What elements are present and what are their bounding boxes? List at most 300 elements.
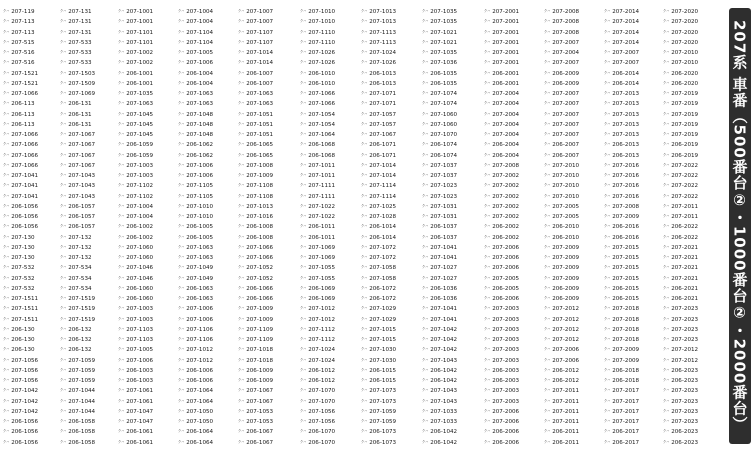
car-number-cell [663, 252, 698, 262]
car-type-prefix: クハ [663, 378, 670, 383]
car-number-cell [361, 160, 396, 170]
car-number: 207-2003 [492, 306, 520, 313]
car-number-cell [604, 37, 639, 47]
car-number: 207-2009 [552, 265, 580, 272]
car-number-cell [178, 273, 213, 283]
car-type-prefix: クハ [300, 91, 307, 96]
car-type-prefix: クハ [300, 285, 307, 290]
car-number-cell [361, 221, 396, 231]
car-type-prefix: クハ [60, 101, 67, 106]
car-type-prefix: クハ [544, 91, 551, 96]
car-number: 207-2017 [612, 388, 640, 395]
car-number-cell [60, 139, 95, 149]
car-number: 207-1042 [430, 326, 458, 333]
car-type-prefix: クハ [484, 203, 491, 208]
car-type-prefix: クハ [300, 162, 307, 167]
car-type-prefix: クハ [178, 265, 185, 270]
car-number-cell [300, 385, 335, 395]
car-number-cell [178, 344, 213, 354]
car-number: 207-113 [11, 19, 35, 26]
car-number-cell [178, 16, 213, 26]
car-type-prefix: クハ [118, 224, 125, 229]
car-type-prefix: クハ [604, 101, 611, 106]
car-number: 206-2023 [671, 367, 699, 374]
car-number: 206-1073 [369, 429, 397, 436]
car-number-cell [604, 242, 639, 252]
car-number: 207-2019 [671, 91, 699, 98]
car-type-prefix: クハ [178, 367, 185, 372]
car-type-prefix: クハ [60, 132, 67, 137]
car-type-prefix: クハ [300, 203, 307, 208]
car-type-prefix: クハ [3, 357, 10, 362]
car-number-cell [361, 109, 396, 119]
car-number: 206-1061 [126, 429, 154, 436]
car-number: 207-1014 [246, 60, 274, 67]
car-number: 207-1073 [369, 398, 397, 405]
car-type-prefix: クハ [60, 255, 67, 260]
car-number: 207-1027 [430, 265, 458, 272]
car-number: 206-1072 [369, 285, 397, 292]
car-number-cell [118, 160, 153, 170]
car-number-cell [118, 57, 153, 67]
car-number-cell [178, 303, 213, 313]
car-type-prefix: クハ [361, 378, 368, 383]
car-type-prefix: クハ [422, 378, 429, 383]
car-number: 207-1006 [186, 162, 214, 169]
car-type-prefix: クハ [663, 132, 670, 137]
car-number-cell [238, 211, 273, 221]
car-number: 207-2014 [612, 39, 640, 46]
car-type-prefix: クハ [663, 203, 670, 208]
car-type-prefix: クハ [118, 306, 125, 311]
car-number: 206-2001 [492, 80, 520, 87]
car-number-cell [238, 201, 273, 211]
car-number: 206-2013 [612, 152, 640, 159]
car-number: 207-1023 [430, 193, 458, 200]
car-type-prefix: クハ [544, 80, 551, 85]
car-number: 207-1106 [186, 337, 214, 344]
car-number-cell [118, 150, 153, 160]
car-type-prefix: クハ [178, 306, 185, 311]
car-number: 207-1041 [430, 244, 458, 251]
car-number: 206-1059 [126, 152, 154, 159]
car-number: 207-2023 [671, 326, 699, 333]
car-number-cell [178, 221, 213, 231]
car-type-prefix: クハ [544, 306, 551, 311]
car-number: 207-1067 [68, 162, 96, 169]
car-number-cell [663, 365, 698, 375]
car-number: 207-2002 [492, 214, 520, 221]
car-number: 207-1048 [186, 132, 214, 139]
car-number-cell [604, 109, 639, 119]
car-number-cell [3, 6, 35, 16]
car-number-cell [3, 16, 35, 26]
car-type-prefix: クハ [118, 357, 125, 362]
car-type-prefix: クハ [118, 244, 125, 249]
car-number: 207-1072 [369, 255, 397, 262]
car-number-cell [3, 27, 35, 37]
car-type-prefix: クハ [484, 265, 491, 270]
car-number-cell [60, 201, 95, 211]
car-type-prefix: クハ [484, 285, 491, 290]
car-type-prefix: クハ [3, 60, 10, 65]
car-number: 207-1036 [430, 60, 458, 67]
car-number: 207-1022 [308, 214, 336, 221]
car-number: 207-1066 [308, 101, 336, 108]
car-type-prefix: クハ [60, 173, 67, 178]
car-number: 207-1053 [246, 419, 274, 426]
car-type-prefix: クハ [60, 121, 67, 126]
car-type-prefix: クハ [663, 234, 670, 239]
car-number-cell [60, 426, 95, 436]
car-number-cell [544, 252, 579, 262]
car-number: 206-2014 [612, 80, 640, 87]
car-number: 206-1011 [308, 234, 336, 241]
car-type-prefix: クハ [422, 193, 429, 198]
car-number: 206-2020 [671, 80, 699, 87]
car-number-cell [663, 129, 698, 139]
car-number-cell [3, 191, 38, 201]
car-number-cell [484, 37, 519, 47]
car-number: 206-1004 [186, 70, 214, 77]
car-number-cell [422, 396, 457, 406]
car-type-prefix: クハ [663, 29, 670, 34]
car-type-prefix: クハ [484, 162, 491, 167]
car-type-prefix: クハ [663, 183, 670, 188]
car-type-prefix: クハ [178, 296, 185, 301]
car-number: 207-2007 [552, 60, 580, 67]
car-number: 207-1016 [246, 214, 274, 221]
car-type-prefix: クハ [300, 101, 307, 106]
car-number: 207-1108 [246, 183, 274, 190]
car-type-prefix: クハ [300, 419, 307, 424]
car-type-prefix: クハ [604, 255, 611, 260]
car-number: 207-2012 [671, 357, 699, 364]
car-number: 207-516 [11, 60, 35, 67]
car-number: 207-2010 [552, 193, 580, 200]
car-number: 207-1503 [68, 70, 96, 77]
car-number-cell [118, 170, 153, 180]
car-type-prefix: クハ [178, 50, 185, 55]
car-number: 206-2007 [552, 152, 580, 159]
car-type-prefix: クハ [361, 50, 368, 55]
car-number-cell [663, 232, 698, 242]
car-type-prefix: クハ [60, 70, 67, 75]
car-number-cell [604, 416, 639, 426]
car-type-prefix: クハ [300, 183, 307, 188]
car-number-cell [484, 57, 519, 67]
car-type-prefix: クハ [3, 214, 10, 219]
car-number: 207-1046 [126, 265, 154, 272]
car-number-cell [544, 396, 579, 406]
car-number-cell [118, 252, 153, 262]
car-number-cell [3, 262, 35, 272]
car-type-prefix: クハ [178, 285, 185, 290]
car-number-cell [238, 293, 273, 303]
car-type-prefix: クハ [604, 173, 611, 178]
car-number-cell [300, 437, 335, 447]
car-number-cell [118, 16, 153, 26]
car-number-cell [422, 6, 457, 16]
car-type-prefix: クハ [663, 224, 670, 229]
car-number: 207-2005 [492, 275, 520, 282]
car-type-prefix: クハ [484, 275, 491, 280]
car-number-cell [238, 344, 273, 354]
car-number-cell [118, 385, 153, 395]
car-number-cell [178, 416, 213, 426]
car-number-cell [118, 180, 153, 190]
car-number-cell [663, 180, 698, 190]
car-number-cell [238, 406, 273, 416]
car-number: 207-1013 [369, 9, 397, 15]
car-number: 207-1007 [246, 19, 274, 26]
car-type-prefix: クハ [361, 255, 368, 260]
car-number: 207-1050 [186, 408, 214, 415]
car-number-cell [361, 303, 396, 313]
car-number: 207-132 [68, 234, 92, 241]
car-type-prefix: クハ [300, 408, 307, 413]
car-number: 206-2002 [492, 224, 520, 231]
car-number: 207-2004 [492, 101, 520, 108]
car-type-prefix: クハ [663, 60, 670, 65]
car-number: 207-2003 [492, 337, 520, 344]
car-type-prefix: クハ [178, 275, 185, 280]
car-number: 206-2018 [612, 378, 640, 385]
car-type-prefix: クハ [361, 121, 368, 126]
car-type-prefix: クハ [663, 91, 670, 96]
car-type-prefix: クハ [361, 429, 368, 434]
car-number: 207-2009 [552, 275, 580, 282]
car-type-prefix: クハ [604, 162, 611, 167]
car-number-cell [238, 98, 273, 108]
car-number: 206-1008 [246, 234, 274, 241]
car-number: 207-532 [11, 275, 35, 282]
car-number-cell [544, 426, 579, 436]
car-type-prefix: クハ [663, 367, 670, 372]
car-number-cell [604, 375, 639, 385]
car-number-cell [238, 78, 273, 88]
car-number: 207-1074 [430, 101, 458, 108]
car-number-cell [422, 78, 457, 88]
car-number: 206-1056 [11, 419, 39, 426]
car-number-cell [484, 365, 519, 375]
car-number: 207-1049 [186, 265, 214, 272]
car-number: 207-2001 [492, 39, 520, 46]
car-type-prefix: クハ [3, 203, 10, 208]
car-number: 207-1063 [186, 244, 214, 251]
car-number-cell [484, 139, 519, 149]
car-type-prefix: クハ [604, 347, 611, 352]
car-number-cell [60, 88, 95, 98]
car-number: 207-1015 [369, 337, 397, 344]
car-number: 206-1070 [308, 439, 336, 446]
car-type-prefix: クハ [60, 388, 67, 393]
car-number: 207-1012 [308, 306, 336, 313]
car-type-prefix: クハ [422, 224, 429, 229]
car-type-prefix: クハ [118, 337, 125, 342]
car-type-prefix: クハ [238, 234, 245, 239]
car-type-prefix: クハ [118, 285, 125, 290]
car-number-cell [663, 211, 698, 221]
car-number: 207-2013 [612, 121, 640, 128]
car-type-prefix: クハ [238, 9, 245, 13]
car-type-prefix: クハ [60, 111, 67, 116]
car-number-cell [300, 88, 335, 98]
car-number: 207-1052 [246, 275, 274, 282]
car-number: 207-1060 [126, 255, 154, 262]
car-number-cell [3, 365, 38, 375]
car-number-cell [178, 385, 213, 395]
car-number-cell [178, 232, 213, 242]
car-type-prefix: クハ [60, 9, 67, 13]
car-number-cell [422, 180, 457, 190]
car-number-cell [3, 385, 38, 395]
side-title-band [729, 8, 751, 444]
car-number-cell [361, 68, 396, 78]
car-type-prefix: クハ [178, 193, 185, 198]
car-number-cell [663, 344, 698, 354]
car-number: 207-1047 [126, 408, 154, 415]
car-type-prefix: クハ [663, 439, 670, 444]
car-number: 207-1043 [430, 398, 458, 405]
car-number-cell [60, 191, 95, 201]
car-number: 207-1114 [369, 193, 397, 200]
car-type-prefix: クハ [60, 244, 67, 249]
car-number-cell [238, 191, 273, 201]
car-number-cell [422, 406, 457, 416]
car-number-cell [484, 344, 519, 354]
car-number: 206-1015 [369, 367, 397, 374]
car-number-cell [422, 252, 457, 262]
car-number: 206-2005 [492, 285, 520, 292]
car-number-cell [3, 242, 35, 252]
car-number: 207-2019 [671, 101, 699, 108]
car-number: 207-1060 [126, 244, 154, 251]
car-number: 207-1001 [126, 9, 154, 15]
car-type-prefix: クハ [361, 80, 368, 85]
car-number-cell [484, 293, 519, 303]
car-number-cell [361, 211, 396, 221]
car-type-prefix: クハ [238, 214, 245, 219]
car-number-cell [3, 180, 38, 190]
car-type-prefix: クハ [544, 183, 551, 188]
car-type-prefix: クハ [238, 367, 245, 372]
car-number: 206-2021 [671, 296, 699, 303]
car-number: 206-1060 [126, 296, 154, 303]
car-number: 207-1033 [430, 419, 458, 426]
car-type-prefix: クハ [238, 439, 245, 444]
car-type-prefix: クハ [3, 296, 10, 301]
car-type-prefix: クハ [484, 50, 491, 55]
car-number: 206-1037 [430, 224, 458, 231]
car-type-prefix: クハ [484, 388, 491, 393]
car-type-prefix: クハ [604, 275, 611, 280]
car-type-prefix: クハ [3, 429, 10, 434]
car-type-prefix: クハ [300, 121, 307, 126]
car-type-prefix: クハ [118, 183, 125, 188]
car-number-cell [422, 355, 457, 365]
car-number-cell [300, 252, 335, 262]
car-number-cell [422, 109, 457, 119]
car-number-cell [178, 47, 213, 57]
car-number: 207-1067 [246, 388, 274, 395]
car-type-prefix: クハ [3, 316, 10, 321]
car-number-cell [484, 68, 519, 78]
car-type-prefix: クハ [300, 193, 307, 198]
car-number: 206-1070 [308, 429, 336, 436]
car-type-prefix: クハ [663, 357, 670, 362]
car-number: 206-2017 [612, 439, 640, 446]
car-number: 207-1067 [369, 132, 397, 139]
car-type-prefix: クハ [422, 337, 429, 342]
car-type-prefix: クハ [361, 60, 368, 65]
car-number-cell [361, 344, 396, 354]
car-type-prefix: クハ [422, 183, 429, 188]
car-number: 206-1058 [68, 429, 96, 436]
car-number: 207-1042 [11, 408, 39, 415]
car-type-prefix: クハ [178, 357, 185, 362]
car-number: 206-1003 [126, 378, 154, 385]
car-number-cell [361, 396, 396, 406]
car-type-prefix: クハ [484, 80, 491, 85]
car-number-cell [361, 6, 396, 16]
car-type-prefix: クハ [118, 265, 125, 270]
car-number: 207-2003 [492, 388, 520, 395]
car-type-prefix: クハ [663, 337, 670, 342]
car-type-prefix: クハ [544, 142, 551, 147]
car-number: 207-1045 [126, 121, 154, 128]
car-number-cell [118, 109, 153, 119]
car-number-cell [544, 68, 579, 78]
car-number: 206-113 [11, 111, 35, 118]
car-number-cell [300, 180, 335, 190]
car-number: 207-534 [68, 275, 92, 282]
car-number-cell [178, 242, 213, 252]
car-number: 206-1042 [430, 367, 458, 374]
car-number-cell [3, 375, 38, 385]
car-type-prefix: クハ [178, 80, 185, 85]
car-type-prefix: クハ [422, 132, 429, 137]
car-type-prefix: クハ [3, 111, 10, 116]
car-number: 207-2019 [671, 121, 699, 128]
car-number: 206-2015 [612, 296, 640, 303]
car-type-prefix: クハ [484, 234, 491, 239]
car-number-cell [118, 68, 153, 78]
car-number-cell [663, 150, 698, 160]
car-number: 206-1071 [369, 152, 397, 159]
car-number-cell [60, 160, 95, 170]
car-number: 206-2019 [671, 142, 699, 149]
car-number: 206-1064 [186, 429, 214, 436]
car-type-prefix: クハ [118, 419, 125, 424]
car-number-cell [604, 426, 639, 436]
car-number: 207-130 [11, 244, 35, 251]
car-type-prefix: クハ [238, 398, 245, 403]
car-type-prefix: クハ [178, 70, 185, 75]
car-type-prefix: クハ [118, 162, 125, 167]
car-number: 207-1003 [126, 162, 154, 169]
car-type-prefix: クハ [422, 419, 429, 424]
car-type-prefix: クハ [422, 152, 429, 157]
car-type-prefix: クハ [118, 173, 125, 178]
car-number: 207-1004 [126, 203, 154, 210]
car-type-prefix: クハ [663, 50, 670, 55]
car-number-cell [361, 262, 396, 272]
car-number: 207-2021 [671, 255, 699, 262]
car-type-prefix: クハ [663, 39, 670, 44]
car-type-prefix: クハ [604, 132, 611, 137]
car-type-prefix: クハ [300, 244, 307, 249]
